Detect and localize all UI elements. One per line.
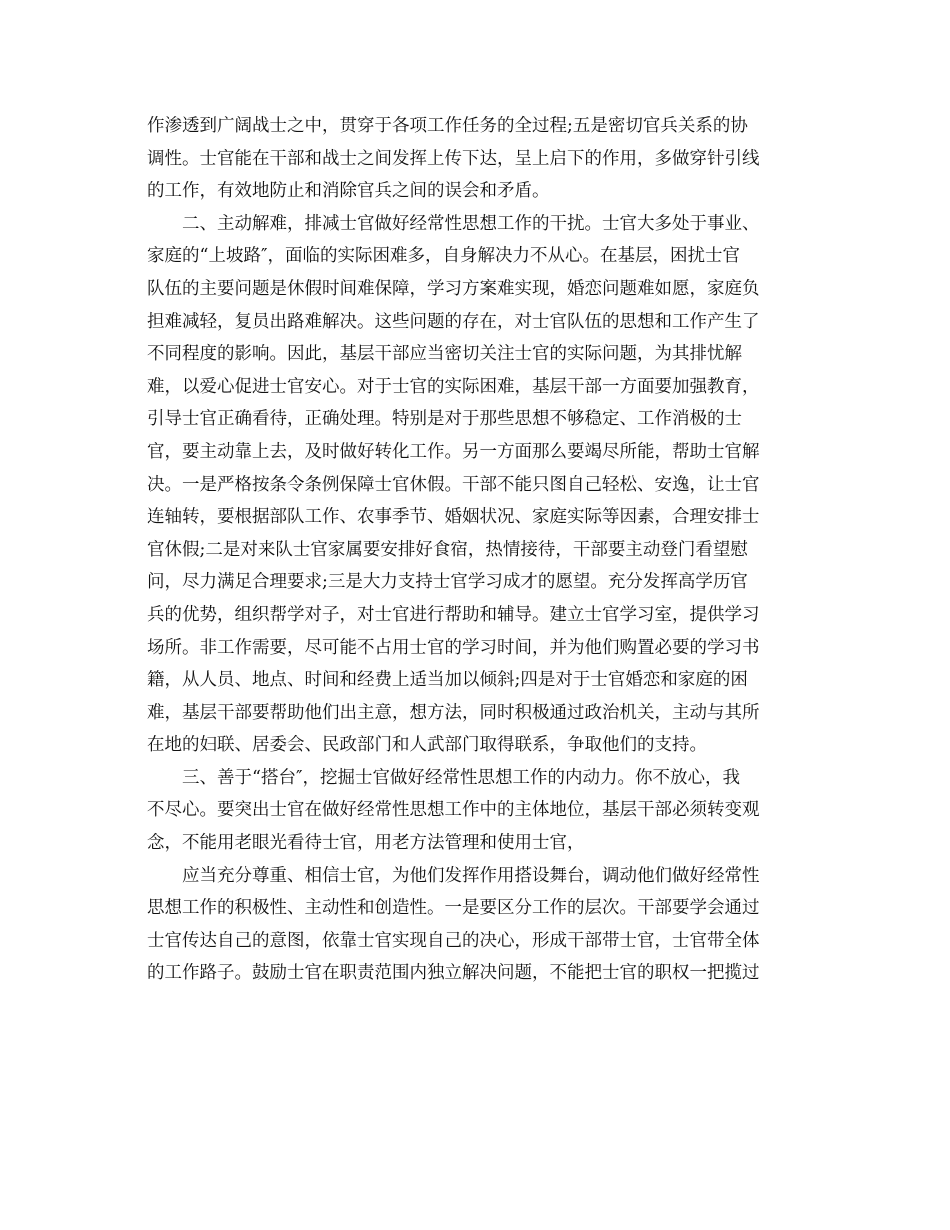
text-line: 不同程度的影响。因此，基层干部应当密切关注士官的实际问题，为其排忧解 [147,344,742,365]
document-page [147,110,807,990]
text-line: 家庭的“上坡路″，面临的实际困难多，自身解决力不从心。在基层，困扰士官 [147,246,740,267]
text-line: 在地的妇联、居委会、民政部门和人武部门取得联系，争取他们的支持。 [147,735,707,756]
text-line: 的工作路子。鼓励士官在职责范围内独立解决问题，不能把士官的职权一把揽过 [147,963,760,984]
text-line: 作渗透到广阔战士之中，贯穿于各项工作任务的全过程;五是密切官兵关系的协 [147,116,748,136]
text-line: 连轴转，要根据部队工作、农事季节、婚姻状况、家庭实际等因素，合理安排士 [147,507,760,528]
text-line: 兵的优势，组织帮学对子，对士官进行帮助和辅导。建立士官学习室，提供学习 [147,604,760,625]
text-line: 不尽心。要突出士官在做好经常性思想工作中的主体地位，基层干部必须转变观 [147,800,760,821]
text-line: 念，不能用老眼光看待士官，用老方法管理和使用士官， [147,833,585,854]
text-line: 难，基层干部要帮助他们出主意，想方法，同时积极通过政治机关，主动与其所 [147,702,760,723]
text-line: 应当充分尊重、相信士官，为他们发挥作用搭设舞台，调动他们做好经常性 [182,865,760,886]
text-line: 三、善于“搭台″，挖掘士官做好经常性思想工作的内动力。你不放心，我 [182,767,740,788]
paragraph-1 [147,110,807,208]
paragraph-4 [147,860,807,990]
text-line: 士官传达自己的意图，依靠士官实现自己的决心，形成干部带士官，士官带全体 [147,930,760,951]
text-line: 官，要主动靠上去，及时做好转化工作。另一方面那么要竭尽所能，帮助士官解 [147,441,760,462]
text-line: 调性。士官能在干部和战士之间发挥上传下达，呈上启下的作用，多做穿针引线 [147,148,760,169]
text-line: 问，尽力满足合理要求;三是大力支持士官学习成才的愿望。充分发挥高学历官 [147,572,748,593]
text-line: 决。一是严格按条令条例保障士官休假。干部不能只图自己轻松、安逸，让士官 [147,474,760,495]
text-line: 的工作，有效地防止和消除官兵之间的误会和矛盾。 [147,181,550,202]
text-line: 引导士官正确看待，正确处理。特别是对于那些思想不够稳定、工作消极的士 [147,409,742,430]
text-line: 籍，从人员、地点、时间和经费上适当加以倾斜;四是对于士官婚恋和家庭的困 [147,670,748,691]
paragraph-3 [147,762,807,860]
text-line: 官休假;二是对来队士官家属要安排好食宿，热情接待，干部要主动登门看望慰 [147,539,748,560]
text-line: 队伍的主要问题是休假时间难保障，学习方案难实现，婚恋问题难如愿，家庭负 [147,278,760,299]
text-line: 场所。非工作需要，尽可能不占用士官的学习时间，并为他们购置必要的学习书 [147,637,760,658]
text-line: 担难减轻，复员出路难解决。这些问题的存在，对士官队伍的思想和工作产生了 [147,311,760,332]
text-line: 二、主动解难，排减士官做好经常性思想工作的干扰。士官大多处于事业、 [182,213,760,234]
text-line: 难，以爱心促进士官安心。对于士官的实际困难，基层干部一方面要加强教育， [147,376,760,397]
paragraph-2 [147,208,807,762]
text-line: 思想工作的积极性、主动性和创造性。一是要区分工作的层次。干部要学会通过 [147,898,760,919]
